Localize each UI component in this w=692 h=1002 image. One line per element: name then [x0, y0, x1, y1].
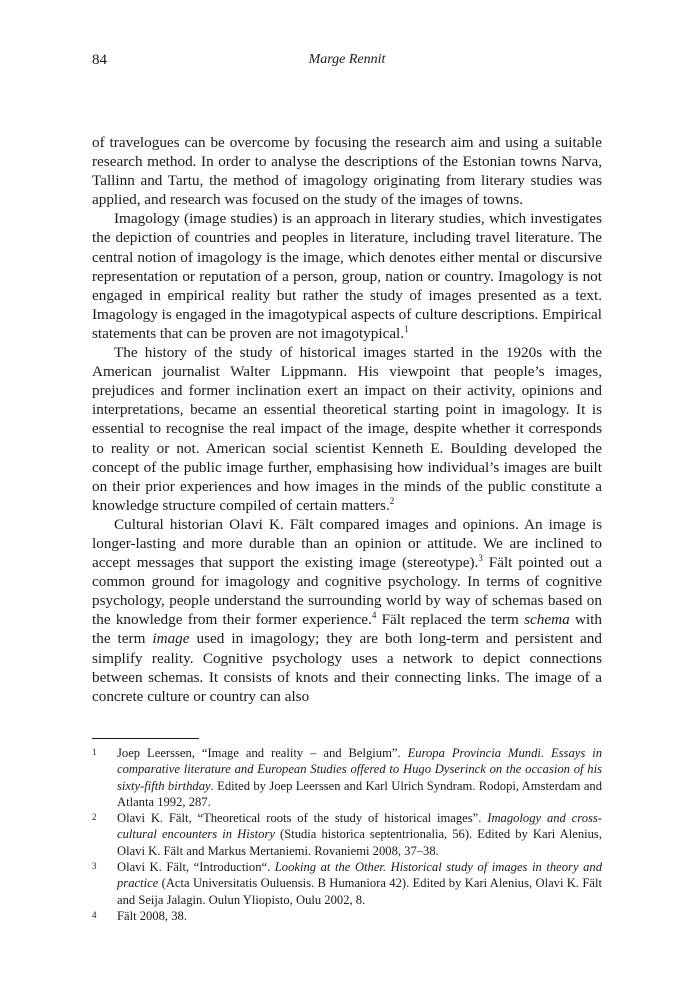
emphasis-image: image [152, 630, 190, 648]
paragraph-1: of travelogues can be overcome by focusing the research aim and using a suitable research method. In order to analyse the descriptions of the Estonian towns Narva, Tallinn and Tartu, the method of imagology originating from literary studies was applied, and research was focused on the study of the images of towns. [92, 134, 602, 209]
footnote-ref-1[interactable]: 1 [404, 323, 409, 334]
footnote-ref-2[interactable]: 2 [389, 495, 395, 506]
paragraph-3: The history of the study of historical images started in the 1920s with the American journalist Walter Lippmann. His viewpoint that people’s images, prejudices and former inclination exert an impact on their activity, opinions and interpretations, became an essential theoretical starting point in imagology. It is essential to recognise the real impact of the image, despite whether it corresponds to reality or not. American social scientist Kenneth E. Boulding developed the concept of the public image further, emphasising how individual’s images are built on their prior experiences and how images in the minds of the public constitute a knowledge structure compiled of certain matters.$^2$ [92, 344, 602, 514]
footnote-divider [92, 738, 199, 739]
footnote-mark: 4 [92, 909, 97, 920]
footnotes [92, 745, 602, 924]
footnote-4: 4 Fält 2008, 38. [92, 908, 187, 923]
paragraph-4: Cultural historian Olavi K. Fält compared images and opinions. An image is longer-lasting and more durable than an opinion or attitude. We are inclined to accept messages that support the existing image (stereotype).$^3$ Fält pointed out a common ground for imagology and cognitive psychology. In terms of cognitive psychology, people understand the surrounding world by way of schemas based on the knowledge from their former experience.$^4$ Fält replaced the term schema with the term image used in imagology; they are both long-term and persistent and simplify reality. Cognitive psychology uses a network to depict connections between schemas. It consists of knots and their connecting links. The image of a concrete culture or country can also [92, 515, 602, 705]
page-header [92, 52, 602, 72]
footnote-ref-4[interactable]: 4 [371, 610, 377, 621]
emphasis-schema: schema [524, 611, 570, 629]
footnote-2: 2 Olavi K. Fält, “Theoretical roots of the study of historical images”. Imagology and cross-cultural encounters in History (Studia historica septentrionalia, 56). Edited by Kari Alenius, Olavi K. Fält and Markus Mertaniemi. Rovaniemi 2008, 37–38. [92, 811, 602, 858]
footnote-mark: 2 [92, 812, 97, 823]
page-number: 84 [92, 52, 107, 68]
main-body-text [92, 133, 602, 706]
paragraph-2: Imagology (image studies) is an approach in literary studies, which investigates the depiction of countries and peoples in literature, including travel literature. The central notion of imagology is the image, which denotes either mental or discursive representation or reputation of a person, group, nation or country. Imagology is not engaged in empirical reality but rather the study of images presented as a text. Imagology is engaged in the imagotypical aspects of culture descriptions. Empirical statements that can be proven are not imagotypical.$^1$ [92, 210, 602, 342]
running-head-author: Marge Rennit [308, 52, 386, 67]
footnote-ref-3[interactable]: 3 [478, 553, 483, 564]
footnote-mark: 1 [92, 747, 97, 757]
footnote-3: 3 Olavi K. Fält, “Introduction“. Looking at the Other. Historical study of images in theory and practice (Acta Universitatis Ouluensis. B Humaniora 42). Edited by Kari Alenius, Olavi K. Fält and Seija Jalagin. Oulun Yliopisto, Oulu 2002, 8. [92, 860, 602, 907]
footnote-1: 1 Joep Leerssen, “Image and reality – and Belgium”. Europa Provincia Mundi. Essays in comparative literature and European Studies offered to Hugo Dyserinck on the occasion of his sixty-fifth birthday. Edited by Joep Leerssen and Karl Ulrich Syndram. Rodopi, Amsterdam and Atlanta 1992, 287. [92, 746, 602, 809]
footnote-mark: 3 [92, 861, 97, 872]
